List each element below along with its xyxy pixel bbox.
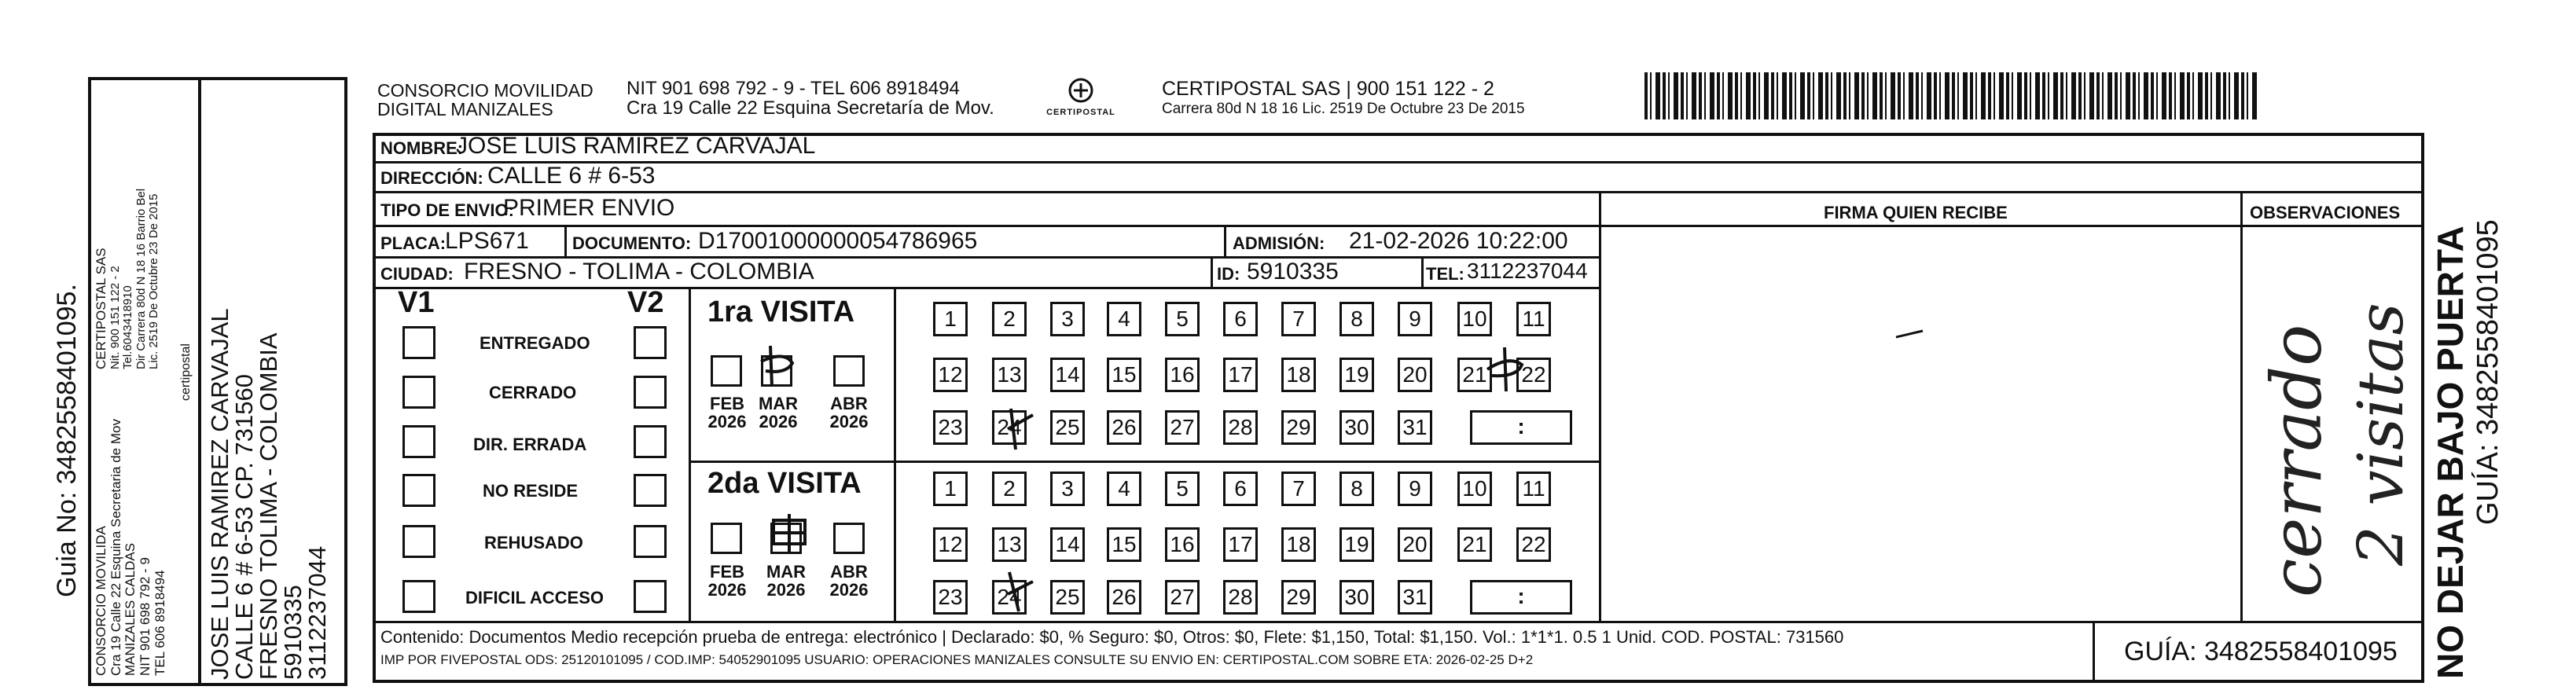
first-visit-day-26[interactable]: 26 xyxy=(1107,410,1141,445)
second-visit-day-12[interactable]: 12 xyxy=(933,527,968,562)
first-visit-mar-label: MAR 2026 xyxy=(758,394,799,432)
first-visit-day-31[interactable]: 31 xyxy=(1398,410,1432,445)
second-visit-abr-label: ABR 2026 xyxy=(829,562,869,600)
documento-value: D17001000000054786965 xyxy=(698,228,978,254)
first-visit-day-7[interactable]: 7 xyxy=(1281,302,1316,336)
first-visit-time-field[interactable]: : xyxy=(1470,410,1572,445)
right-guia: GUÍA: 3482558401095 xyxy=(2471,219,2504,525)
first-visit-day-30[interactable]: 30 xyxy=(1339,410,1374,445)
header-company: CONSORCIO MOVILIDAD DIGITAL MANIZALES xyxy=(377,80,593,120)
second-visit-day-20[interactable]: 20 xyxy=(1398,527,1432,562)
observation-handwriting-1: cerrado xyxy=(2256,324,2337,597)
first-visit-day-1[interactable]: 1 xyxy=(933,302,968,336)
second-visit-day-1[interactable]: 1 xyxy=(933,472,968,506)
stub-divider xyxy=(198,77,201,686)
certipostal-logo: CERTIPOSTAL xyxy=(1038,77,1124,121)
stub-guide-number: Guia No: 3482558401095. xyxy=(52,284,82,597)
no-dejar-bajo-puerta: NO DEJAR BAJO PUERTA xyxy=(2430,226,2471,679)
second-visit-day-21[interactable]: 21 xyxy=(1457,527,1492,562)
first-visit-day-13[interactable]: 13 xyxy=(992,358,1027,392)
signature-mark xyxy=(1894,326,1926,342)
second-visit-day-5[interactable]: 5 xyxy=(1165,472,1200,506)
first-visit-mar-mark-icon xyxy=(755,339,810,395)
admision-value: 21-02-2026 10:22:00 xyxy=(1349,228,1568,254)
v1-dificil-acceso-checkbox[interactable] xyxy=(402,580,435,613)
status-cerrado: CERRADO xyxy=(489,383,577,402)
second-visit-abr-checkbox[interactable] xyxy=(833,523,865,554)
nombre-label: NOMBRE: xyxy=(380,138,464,158)
v2-rehusado-checkbox[interactable] xyxy=(634,525,667,558)
barcode xyxy=(1644,72,2258,119)
second-visit-day-17[interactable]: 17 xyxy=(1223,527,1258,562)
first-visit-day-10[interactable]: 10 xyxy=(1457,302,1492,336)
first-visit-title: 1ra VISITA xyxy=(707,295,855,328)
second-visit-day-11[interactable]: 11 xyxy=(1516,472,1551,506)
nombre-value: JOSE LUIS RAMIREZ CARVAJAL xyxy=(456,133,816,159)
first-visit-day-14[interactable]: 14 xyxy=(1050,358,1085,392)
v2-entregado-checkbox[interactable] xyxy=(634,326,667,359)
second-visit-day-27[interactable]: 27 xyxy=(1165,580,1200,615)
first-visit-feb-label: FEB 2026 xyxy=(707,394,747,432)
status-dificil-acceso: DIFICIL ACCESO xyxy=(465,588,604,607)
stub-company-text: CONSORCIO MOVILIDA Cra 19 Calle 22 Esquina Secretaria de Mov MANIZALES CALDAS NIT 901 698 792 - 9 TEL 606 8918494 xyxy=(94,419,167,676)
second-visit-day-6[interactable]: 6 xyxy=(1223,472,1258,506)
tipo-envio-label: TIPO DE ENVIO: xyxy=(380,200,514,220)
first-visit-day-28[interactable]: 28 xyxy=(1223,410,1258,445)
second-visit-feb-label: FEB 2026 xyxy=(707,562,747,600)
second-visit-day-8[interactable]: 8 xyxy=(1339,472,1374,506)
first-visit-day-27[interactable]: 27 xyxy=(1165,410,1200,445)
first-visit-day-23[interactable]: 23 xyxy=(933,410,968,445)
first-visit-day-19[interactable]: 19 xyxy=(1339,358,1374,392)
header-certipostal: CERTIPOSTAL SAS | 900 151 122 - 2 Carrera 80d N 18 16 Lic. 2519 De Octubre 23 De 2015 xyxy=(1162,78,1525,118)
second-visit-day-18[interactable]: 18 xyxy=(1281,527,1316,562)
logo-mark-icon xyxy=(1065,77,1097,104)
first-visit-day-18[interactable]: 18 xyxy=(1281,358,1316,392)
first-visit-day-22[interactable]: 22 xyxy=(1516,358,1551,392)
second-visit-day-29[interactable]: 29 xyxy=(1281,580,1316,615)
second-visit-day-25[interactable]: 25 xyxy=(1050,580,1085,615)
v1-cerrado-checkbox[interactable] xyxy=(402,376,435,409)
second-visit-day-16[interactable]: 16 xyxy=(1165,527,1200,562)
placa-label: PLACA: xyxy=(380,233,446,253)
observation-handwriting-2: 2 visitas xyxy=(2344,303,2417,566)
stub-certipostal-text: CERTIPOSTAL SAS Nit. 900 151 122 - 2 Tel.6043418910 Dir Carrera 80d N 18 16 Barrio Bel Lic. 2519 De Octubre 23 De 2015 xyxy=(94,188,161,369)
ciudad-label: CIUDAD: xyxy=(380,264,454,284)
id-label: ID: xyxy=(1217,264,1240,284)
first-visit-day-15[interactable]: 15 xyxy=(1107,358,1141,392)
first-visit-abr-checkbox[interactable] xyxy=(833,355,865,387)
v2-label: V2 xyxy=(627,286,664,319)
observaciones-label: OBSERVACIONES xyxy=(2250,203,2401,222)
first-visit-day-17[interactable]: 17 xyxy=(1223,358,1258,392)
second-visit-day-3[interactable]: 3 xyxy=(1050,472,1085,506)
first-visit-day-24[interactable]: 24 xyxy=(992,410,1027,445)
tel-label: TEL: xyxy=(1426,264,1464,284)
tel-value: 3112237044 xyxy=(1467,259,1588,283)
v1-label: V1 xyxy=(398,286,435,319)
first-visit-abr-label: ABR 2026 xyxy=(829,394,869,432)
first-visit-day-24-mark-icon xyxy=(1001,406,1041,453)
second-visit-feb-checkbox[interactable] xyxy=(711,523,742,554)
tipo-envio-value: PRIMER ENVIO xyxy=(503,195,675,221)
second-visit-mar-mark-icon xyxy=(766,509,813,556)
first-visit-day-2[interactable]: 2 xyxy=(992,302,1027,336)
v2-dir-errada-checkbox[interactable] xyxy=(634,425,667,458)
v2-cerrado-checkbox[interactable] xyxy=(634,376,667,409)
second-visit-day-14[interactable]: 14 xyxy=(1050,527,1085,562)
second-visit-day-31[interactable]: 31 xyxy=(1398,580,1432,615)
direccion-label: DIRECCIÓN: xyxy=(380,168,483,188)
placa-value: LPS671 xyxy=(445,228,529,254)
documento-label: DOCUMENTO: xyxy=(572,233,692,253)
first-visit-feb-checkbox[interactable] xyxy=(711,355,742,387)
second-visit-mar-label: MAR 2026 xyxy=(766,562,807,600)
status-dir-errada: DIR. ERRADA xyxy=(473,435,587,454)
first-visit-day-4[interactable]: 4 xyxy=(1107,302,1141,336)
second-visit-day-4[interactable]: 4 xyxy=(1107,472,1141,506)
footer-imp: IMP POR FIVEPOSTAL ODS: 25120101095 / COD.IMP: 54052901095 USUARIO: OPERACIONES MANIZALES CONSULTE SU ENVIO EN: CERTIPOSTAL.COM SOBRE ETA: 2026-02-25 D+2 xyxy=(380,652,1534,667)
firma-label: FIRMA QUIEN RECIBE xyxy=(1824,203,2008,222)
v2-no-reside-checkbox[interactable] xyxy=(634,474,667,507)
second-visit-day-24[interactable]: 24 xyxy=(992,580,1027,615)
second-visit-day-13[interactable]: 13 xyxy=(992,527,1027,562)
second-visit-day-28[interactable]: 28 xyxy=(1223,580,1258,615)
v1-rehusado-checkbox[interactable] xyxy=(402,525,435,558)
first-visit-day-11[interactable]: 11 xyxy=(1516,302,1551,336)
first-visit-day-6[interactable]: 6 xyxy=(1223,302,1258,336)
first-visit-day-29[interactable]: 29 xyxy=(1281,410,1316,445)
id-value: 5910335 xyxy=(1247,259,1339,284)
second-visit-title: 2da VISITA xyxy=(707,467,862,500)
v1-dir-errada-checkbox[interactable] xyxy=(402,425,435,458)
first-visit-day-21-mark-icon xyxy=(1483,346,1530,393)
status-no-reside: NO RESIDE xyxy=(483,481,579,501)
first-visit-day-25[interactable]: 25 xyxy=(1050,410,1085,445)
first-visit-day-21[interactable]: 21 xyxy=(1457,358,1492,392)
stub-recipient: JOSE LUIS RAMIREZ CARVAJAL CALLE 6 # 6-53 CP. 731560 FRESNO TOLIMA - COLOMBIA 5910335 3112237044 xyxy=(206,308,331,680)
first-visit-day-8[interactable]: 8 xyxy=(1339,302,1374,336)
stub-certipostal-logo: certipostal xyxy=(179,343,193,401)
second-visit-day-2[interactable]: 2 xyxy=(992,472,1027,506)
ciudad-value: FRESNO - TOLIMA - COLOMBIA xyxy=(464,259,814,284)
first-visit-day-12[interactable]: 12 xyxy=(933,358,968,392)
first-visit-day-5[interactable]: 5 xyxy=(1165,302,1200,336)
second-visit-day-15[interactable]: 15 xyxy=(1107,527,1141,562)
v1-entregado-checkbox[interactable] xyxy=(402,326,435,359)
second-visit-day-23[interactable]: 23 xyxy=(933,580,968,615)
second-visit-day-19[interactable]: 19 xyxy=(1339,527,1374,562)
first-visit-day-20[interactable]: 20 xyxy=(1398,358,1432,392)
footer-contenido: Contenido: Documentos Medio recepción prueba de entrega: electrónico | Declarado: $0, % Seguro: $0, Otros: $0, Flete: $1,150, Total: $1,150. Vol.: 1*1*1. 0.5 1 Unid. COD. POSTAL: 731560 xyxy=(380,627,1844,647)
second-visit-day-7[interactable]: 7 xyxy=(1281,472,1316,506)
first-visit-day-3[interactable]: 3 xyxy=(1050,302,1085,336)
admision-label: ADMISIÓN: xyxy=(1233,233,1325,253)
v1-no-reside-checkbox[interactable] xyxy=(402,474,435,507)
status-entregado: ENTREGADO xyxy=(480,333,590,353)
first-visit-day-9[interactable]: 9 xyxy=(1398,302,1432,336)
status-rehusado: REHUSADO xyxy=(484,533,583,552)
header-nit: NIT 901 698 792 - 9 - TEL 606 8918494 Cra 19 Calle 22 Esquina Secretaría de Mov. xyxy=(627,78,994,119)
second-visit-day-30[interactable]: 30 xyxy=(1339,580,1374,615)
second-visit-day-26[interactable]: 26 xyxy=(1107,580,1141,615)
second-visit-time-field[interactable]: : xyxy=(1470,580,1572,615)
second-visit-day-24-mark-icon xyxy=(1001,567,1041,615)
second-visit-day-22[interactable]: 22 xyxy=(1516,527,1551,562)
direccion-value: CALLE 6 # 6-53 xyxy=(487,163,656,189)
v2-dificil-acceso-checkbox[interactable] xyxy=(634,580,667,613)
first-visit-day-16[interactable]: 16 xyxy=(1165,358,1200,392)
footer-guia: GUÍA: 3482558401095 xyxy=(2124,637,2398,666)
second-visit-day-10[interactable]: 10 xyxy=(1457,472,1492,506)
second-visit-day-9[interactable]: 9 xyxy=(1398,472,1432,506)
